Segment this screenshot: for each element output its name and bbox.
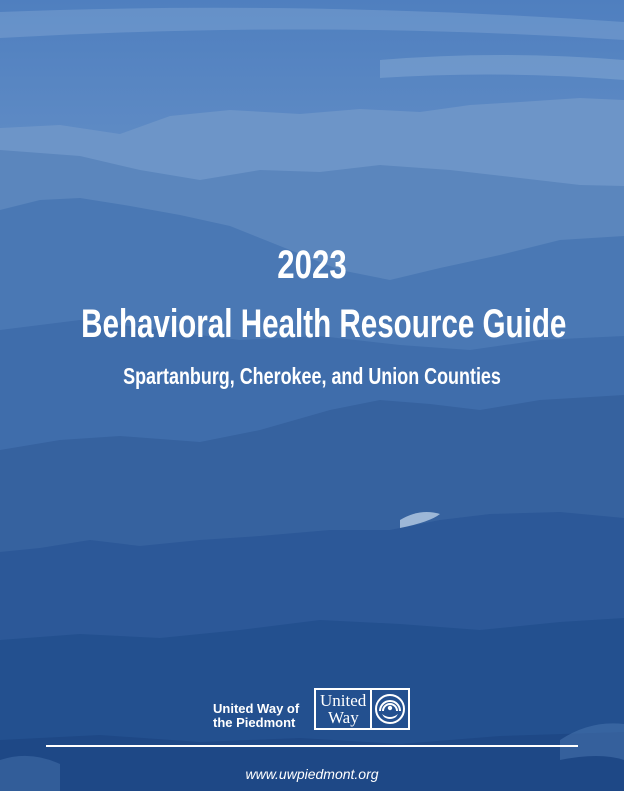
org-name bbox=[213, 702, 313, 730]
website-url[interactable]: www.uwpiedmont.org bbox=[245, 766, 379, 782]
org-name-line2: the Piedmont bbox=[213, 715, 296, 730]
guide-title: Behavioral Health Resource Guide bbox=[81, 302, 567, 346]
united-way-logo bbox=[314, 688, 410, 730]
footer-divider bbox=[46, 745, 578, 747]
united-way-hand-rainbow-icon bbox=[372, 690, 408, 728]
org-name-line1: United Way of bbox=[213, 701, 300, 716]
logo-wordmark bbox=[316, 690, 372, 728]
logo-word-united: United bbox=[320, 691, 367, 710]
logo-word-way: Way bbox=[328, 708, 359, 727]
guide-subtitle: Spartanburg, Cherokee, and Union Counties bbox=[123, 363, 501, 389]
guide-year: 2023 bbox=[277, 243, 347, 287]
